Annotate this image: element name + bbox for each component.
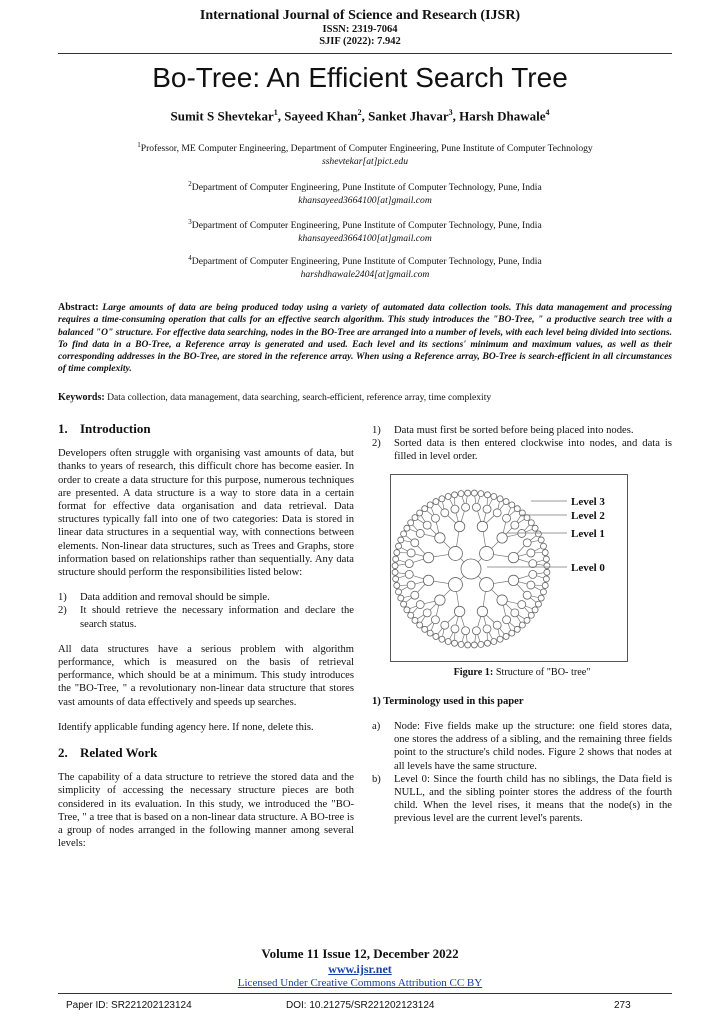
tree-node [472,626,480,634]
header-divider [58,53,672,54]
tree-node [543,556,549,562]
affiliation-text: Department of Computer Engineering, Pune Institute of Computer Technology, Pune, India [191,220,542,232]
tree-node [439,495,445,501]
tree-node [427,502,433,508]
tree-node [472,503,480,511]
author-name: Harsh Dhawale [459,108,546,124]
tree-node [405,570,413,578]
tree-node [423,552,433,562]
tree-node [458,490,464,496]
tree-node [527,581,535,589]
tree-node [543,576,549,582]
tree-node [454,521,464,531]
tree-node [535,531,541,537]
tree-node [441,621,449,629]
tree-node [396,543,402,549]
intro-paragraph: Developers often struggle with organising vast amounts of data, but thanks to years of research, this difficult chore has become easier. In order to create a data structure for this purpose, numerous techniques are presented. A data structure is a way to store data in a certain format for effective data organisation and data retrieval. Data structures typically fall into one of two categories: Data is stored in linear data structures in a sequential way, with connections between elements. Non-linear data structures, such as Trees and Graphs, store information based on relationships rather than sequentially. Any data structure should perform the responsibilities listed below: [58,448,354,579]
tree-node [416,600,424,608]
left-column [58,422,354,862]
level-label: Level 2 [571,509,605,522]
tree-node [394,549,400,555]
tree-node [511,608,519,616]
footer-divider [58,993,672,994]
tree-node [435,532,445,542]
tree-node [532,525,538,531]
issn: ISSN: 2319-7064 [322,24,398,35]
abstract-text: Large amounts of data are being produced today using a variety of automated data collection tools. This data management and processing requires a time-consuming operation that calls for an effective search algorithm. This study introduces the "BO-Tree, " a productive search tree with a balanced "O" structure. For effective data searching, nodes in the BO-Tree are arranged into a number of levels, with each level being divided into sections. To find data in a BO-Tree, a Reference array is generated and used. Each level and its sections' minimum and maximum values, as well as their corresponding addresses in the BO-Tree, are stored in the reference array. When using a Reference array, BO-Tree is search-efficient in all circumstances of time complexity. [58,303,673,375]
list-item: 2) It should retrieve the necessary information and declare the search status. [58,605,354,630]
tree-node [484,640,490,646]
tree-node [423,608,431,616]
tree-node [508,575,518,585]
tree-node [523,591,531,599]
tree-node [542,549,548,555]
keywords-text: Data collection, data management, data searching, search-efficient, reference array, time complexity [107,392,492,403]
tree-node [398,595,404,601]
author-sup: 2 [357,108,362,117]
subheading-terminology: 1) Terminology used in this paper [372,695,524,707]
tree-node [535,601,541,607]
tree-node [401,531,407,537]
tree-node [544,569,550,575]
tree-node [540,588,546,594]
root-node [461,559,481,579]
tree-node [542,582,548,588]
journal-footer [0,946,720,990]
volume-issue: Volume 11 Issue 12, December 2022 [261,946,459,961]
related-work-paragraph: The capability of a data structure to retrieve the stored data and the simplicity of accessing the necessary structure pieces are both considered in its evaluation. In this study, we introduced the "BO-Tree, " a tree that is based on a non-linear data structure. A BO-tree is a group of nodes arranged in the following manner among several levels: [58,772,354,850]
tree-node [477,521,487,531]
level-label: Level 1 [571,527,605,540]
tree-node [491,493,497,499]
funding-note: Identify applicable funding agency here. If none, delete this. [58,721,314,733]
tree-node [452,640,458,646]
affiliation: $^2$Department of Computer Engineering, Pune Institute of Computer Technology, Pune, India khansayeed3664100[at]gmail.com [188,180,542,207]
tree-node [433,633,439,639]
abstract-label: Abstract: [58,302,99,313]
tree-node [529,559,537,567]
tree-node [462,626,470,634]
section-heading-introduction: 1. Introduction [58,421,151,436]
affiliation-email: khansayeed3664100[at]gmail.com [298,195,432,207]
journal-website-link[interactable]: www.ijsr.net [328,962,392,976]
tree-node [529,570,537,578]
tree-node [392,562,398,568]
tree-node [423,521,431,529]
tree-node [411,591,419,599]
tree-node [448,577,462,591]
tree-node [538,537,544,543]
tree-node [519,622,525,628]
tree-node [401,601,407,607]
affiliation-email: khansayeed3664100[at]gmail.com [298,233,432,245]
tree-node [454,606,464,616]
tree-node [478,641,484,647]
author-sup: 3 [448,108,453,117]
tree-node [465,642,471,648]
tree-node [439,636,445,642]
tree-node [527,549,535,557]
tree-node [445,493,451,499]
tree-node [528,612,534,618]
tree-node [511,521,519,529]
tree-node [404,606,410,612]
tree-node [411,538,419,546]
tree-node [405,559,413,567]
affiliation-text: Department of Computer Engineering, Pune Institute of Computer Technology, Pune, India [191,256,542,268]
tree-node [532,606,538,612]
figure-caption: Figure 1: Structure of "BO- tree" [453,666,591,678]
tree-node [524,617,530,623]
tree-node [417,510,423,516]
tree-node [480,577,494,591]
tree-node [503,514,511,522]
tree-node [493,508,501,516]
tree-node [431,615,439,623]
affiliation-email: harshdhawale2404[at]gmail.com [300,269,430,281]
tree-node [451,505,459,513]
tree-node [491,638,497,644]
author-name: Sumit S Shevtekar [170,108,274,124]
sjif: SJIF (2022): 7.942 [319,36,401,47]
list-item: 1) Data addition and removal should be simple. [58,592,270,604]
affiliation-text: Professor, ME Computer Engineering, Department of Computer Engineering, Pune Institute of Computer Technology [140,143,593,155]
tree-node [396,588,402,594]
paper-title: Bo-Tree: An Efficient Search Tree [152,62,568,93]
bo-tree-diagram [391,475,627,661]
tree-node [435,595,445,605]
author-name: Sayeed Khan [284,108,358,124]
tree-node [478,490,484,496]
level-label: Level 0 [571,561,605,574]
tree-node [448,546,462,560]
tree-node [471,490,477,496]
tree-node [471,642,477,648]
tree-node [458,641,464,647]
tree-node [427,630,433,636]
tree-node [528,519,534,525]
tree-node [452,491,458,497]
responsibility-list [58,591,354,631]
tree-node [483,624,491,632]
tree-node [497,495,503,501]
tree-node [408,612,414,618]
tree-node [433,498,439,504]
bo-tree-rules-list [372,424,672,464]
tree-node [497,532,507,542]
tree-node [503,633,509,639]
affiliation: $^4$Department of Computer Engineering, Pune Institute of Computer Technology, Pune, India harshdhawale2404[at]gmail.com [188,254,542,281]
tree-node [417,622,423,628]
affiliation-text: Department of Computer Engineering, Pune Institute of Computer Technology, Pune, India [191,182,542,194]
tree-node [412,514,418,520]
tree-node [477,606,487,616]
tree-node [514,626,520,632]
tree-node [407,581,415,589]
page-number: 273 [614,1000,631,1011]
tree-node [503,498,509,504]
tree-node [398,537,404,543]
author-list: Sumit S Shevtekar$^1$, Sayeed Khan$^2$, Sanket Jhavar$^3$, Harsh Dhawale$^4$ [170,108,550,124]
tree-node [393,556,399,562]
list-item: a) Node: Five fields make up the structure: one field stores data, one stores the address of a sibling, and the remaining three fields point to the structure's child nodes. Figure 2 shows that nodes at all levels have the same structure. [372,721,672,772]
tree-node [412,617,418,623]
keywords-label: Keywords: [58,392,105,403]
tree-node [431,514,439,522]
intro-paragraph: All data structures have a serious problem with algorithm performance, which is measured on the basis of retrieval performance, which should be at a minimum. This study introduces the "BO-Tree, " a revolutionary non-linear data structure that stores vast amounts of data effectively and speeds up searches. [58,643,354,708]
tree-node [404,525,410,531]
tree-node [484,491,490,497]
author-sup: 1 [273,108,278,117]
tree-node [392,569,398,575]
tree-node [483,505,491,513]
list-item: b) Level 0: Since the fourth child has no siblings, the Data field is NULL, and the sibling pointer stores the address of the fourth child. When the level rises, it means that the node(s) in the previous level are the current level's parents. [372,773,672,825]
affiliation-email: sshevtekar[at]pict.edu [321,156,409,168]
level-label: Level 3 [571,495,605,508]
paper-id: Paper ID: SR221202123124 [66,1000,192,1011]
tree-node [518,600,526,608]
tree-node [497,595,507,605]
tree-node [509,630,515,636]
figure-bo-tree [390,474,628,662]
tree-node [465,490,471,496]
tree-node [523,538,531,546]
tree-node [508,552,518,562]
author-name: Sanket Jhavar [368,108,449,124]
tree-node [462,503,470,511]
journal-header [0,8,720,48]
tree-node [524,514,530,520]
tree-node [540,543,546,549]
license-link[interactable]: Licensed Under Creative Commons Attribution CC BY [237,977,483,989]
tree-node [497,636,503,642]
tree-node [509,502,515,508]
journal-name: International Journal of Science and Research (IJSR) [199,8,521,23]
tree-node [423,575,433,585]
tree-node [518,529,526,537]
tree-node [538,595,544,601]
terminology-list [372,720,672,826]
tree-node [408,519,414,525]
author-sup: 4 [545,108,550,117]
tree-node [416,529,424,537]
keywords [58,392,672,404]
tree-node [394,582,400,588]
list-item: 1) Data must first be sorted before being placed into nodes. [372,425,634,436]
right-column [372,424,672,838]
tree-node [514,505,520,511]
tree-node [393,576,399,582]
affiliation: $^1$Professor, ME Computer Engineering, Department of Computer Engineering, Pune Institute of Computer Technology sshevtekar[at]pict.edu [137,141,593,168]
tree-node [422,505,428,511]
tree-node [441,508,449,516]
doi: DOI: 10.21275/SR221202123124 [286,1000,435,1011]
abstract [58,302,672,376]
tree-node [407,549,415,557]
list-item: 2) Sorted data is then entered clockwise into nodes, and data is filled in level order. [372,438,672,463]
tree-node [451,624,459,632]
section-heading-related-work: 2. Related Work [58,745,158,761]
affiliation: $^3$Department of Computer Engineering, Pune Institute of Computer Technology, Pune, India khansayeed3664100[at]gmail.com [188,218,542,245]
tree-node [493,621,501,629]
tree-node [503,615,511,623]
tree-node [422,626,428,632]
tree-node [480,546,494,560]
tree-node [544,562,550,568]
tree-node [445,638,451,644]
